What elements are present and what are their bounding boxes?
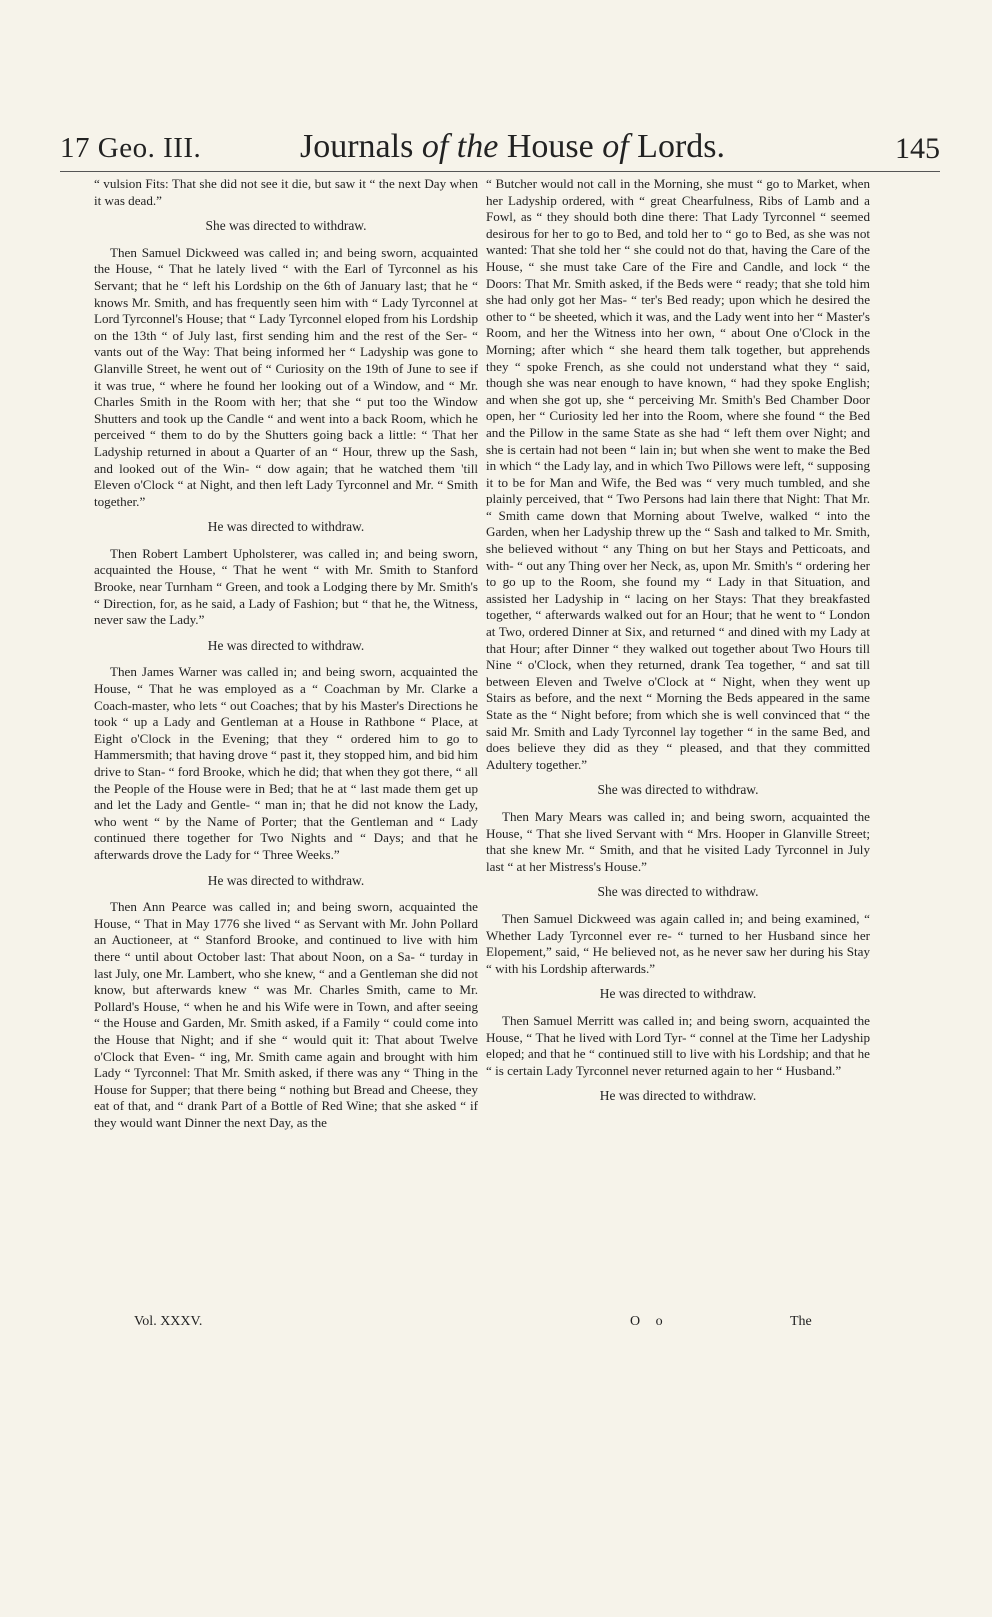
withdraw-note: She was directed to withdraw.	[597, 884, 759, 900]
title-word-of: of	[421, 128, 449, 165]
title-word-lords: Lords.	[637, 128, 725, 165]
withdraw-note: He was directed to withdraw.	[207, 637, 365, 653]
withdraw-note: He was directed to withdraw.	[599, 1088, 757, 1104]
catchword: The	[790, 1314, 812, 1329]
volume-label: Vol. XXXV.	[134, 1314, 203, 1329]
paragraph: Then Mary Mears was called in; and being sworn, acquainted the House, “ That she lived Servant with “ Mrs. Hooper in Glanville Street; that she knew Mr. “ Smith, and that he visited Lady Tyrconnel in July last “ at her Mistress's House.”	[486, 808, 870, 874]
withdraw-note: She was directed to withdraw.	[597, 782, 759, 798]
title-word-house: House	[506, 128, 594, 165]
regnal-year: 17 Geo. III.	[60, 132, 202, 164]
page-header	[60, 128, 940, 174]
page-number: 145	[895, 132, 940, 165]
title-word-of-2: of	[602, 128, 629, 165]
withdraw-note: He was directed to withdraw.	[207, 872, 365, 888]
withdraw-note: He was directed to withdraw.	[207, 519, 365, 535]
paragraph: Then Robert Lambert Upholsterer, was called in; and being sworn, acquainted the House, “ That he went “ with Mr. Smith to Stanford Brooke, near Turnham “ Green, and took a Lodging there by Mr. Smith's “ Direction, for, as he said, a Lady of Fashion; but “ that he, the Witness, never saw the Lady.”	[94, 545, 478, 628]
paragraph: “ vulsion Fits: That she did not see it die, but saw it “ the next Day when it was dead.”	[94, 176, 478, 208]
right-column	[486, 176, 870, 1115]
paragraph: Then Samuel Merritt was called in; and being sworn, acquainted the House, “ That he lived with Lord Tyr- “ connel at the Time her Ladyship eloped; and that he “ continued still to live with his Lordship; and that he “ is certain Lady Tyrconnel never returned again to her “ Husband.”	[486, 1012, 870, 1078]
title-word-the: the	[456, 128, 499, 165]
withdraw-note: He was directed to withdraw.	[599, 986, 757, 1002]
signature-mark: O o	[630, 1314, 669, 1329]
paragraph: “ Butcher would not call in the Morning, she must “ go to Market, when her Ladyship ordered, with “ great Chearfulness, Ribs of Lamb and a Fowl, as “ they should both dine there: That Lady Tyrconnel “ seemed desirous for her to go to Bed, and told her to “ go to Bed, as she was not wanted: That she told her “ she could not do that, having the Care of the House, “ she must take Care of the Fire and Candle, and lock “ the Doors: That Mr. Smith asked, if the Beds were “ ready; that she told him she had only got her Mas- “ ter's Bed ready; upon which he desired the other to “ be sheeted, which it was, and the Lady went into her “ Master's Room, and her the Witness into her own, “ about One o'Clock in the Morning; after which “ she heard them talk together, but apprehends they “ spoke French, as she could not understand what they “ said, though she was near enough to have known, “ had they spoke English; and when she got up, she “ perceiving Mr. Smith's Bed Chamber Door open, her “ Curiosity led her into the Room, where she found “ the Bed and the Pillow in the same State as she had “ left them over Night; and she is certain had not been “ lain in; but when she went to make the Bed in which “ the Lady lay, and in which Two Pillows were left, “ supposing it to be for Man and Wife, the Bed was “ very much tumbled, and she plainly perceived, that “ Two Persons had lain there that Night: That Mr. “ Smith came down that Morning about Twelve, walked “ into the Garden, when her Ladyship threw up the “ Sash and talked to Mr. Smith, she believed without “ any Thing on but her Stays and Petticoats, and with- “ out any Thing over her Neck, as, upon Mr. Smith's “ ordering her to go up to the Room, she found my “ Lady in that Situation, and assisted her Ladyship in “ lacing on her Stays: That they breakfasted together, “ afterwards walked out for an Hour; that he went to “ London at Two, ordered Dinner at Six, and returned “ and dined with my Lady at that Hour; after Dinner “ they walked out together about Two Hours till Nine “ o'Clock, when they returned, drank Tea together, “ and sat till between Eleven and Twelve o'Clock at “ Night, when they went up Stairs as before, and the next “ Morning the Beds appeared in the same State as the “ Night before; from which she is well convinced that “ the said Mr. Smith and Lady Tyrconnel lay together “ in the same Bed, and does believe they did as they “ pleased, and that they committed Adultery together.”	[486, 176, 870, 772]
title-word-journals: Journals	[300, 128, 414, 165]
paragraph: Then Samuel Dickweed was again called in; and being examined, “ Whether Lady Tyrconnel ever re- “ turned to her Husband since her Elopement,” said, “ He believed not, as he never saw her during his Stay “ with his Lordship afterwards.”	[486, 910, 870, 976]
paragraph: Then Samuel Dickweed was called in; and being sworn, acquainted the House, “ That he lately lived “ with the Earl of Tyrconnel as his Servant; that he “ left his Lordship on the 6th of January last; that he “ knows Mr. Smith, and has frequently seen him with “ Lady Tyrconnel at Lord Tyrconnel's House; that “ Lady Tyrconnel eloped from his Lordship on the 13th “ of July last, first sending him and the rest of the Ser- “ vants out of the Way: That being informed her “ Ladyship was gone to Glanville Street, he went out of “ Curiosity on the 19th of June to see if it was true, “ where he found her looking out of a Window, and “ Mr. Charles Smith in the Room with her; that she “ put too the Window Shutters and took up the Candle “ and went into a back Room, which he perceived “ them to do by the Shutters going back a little: “ That her Ladyship returned in about a Quarter of an “ Hour, threw up the Sash, and looked out of the Win- “ dow again; that he watched them 'till Eleven o'Clock “ at Night, and then left Lady Tyrconnel and Mr. “ Smith together.”	[94, 244, 478, 509]
header-rule	[60, 171, 940, 172]
withdraw-note: She was directed to withdraw.	[205, 218, 367, 234]
paragraph: Then Ann Pearce was called in; and being sworn, acquainted the House, “ That in May 1776 she lived “ as Servant with Mr. John Pollard an Auctioneer, at “ Stanford Brooke, and continued to live with him there “ until about October last: That about Noon, on a Sa- “ turday in last July, one Mr. Lambert, who she knew, “ and a Gentleman she did not know, but afterwards knew “ was Mr. Charles Smith, came to Mr. Pollard's House, “ when he and his Wife were in Town, and after seeing “ the House and Garden, Mr. Smith asked, if a Family “ could come into the House that Night; and if she “ would quit it: That about Twelve o'Clock that Even- “ ing, Mr. Smith came again and brought with him Lady “ Tyrconnel: That Mr. Smith asked, if there was any “ Thing in the House for Supper; that there being “ nothing but Bread and Cheese, they eat of that, and “ drank Part of a Bottle of Red Wine; that she asked “ if they would want Dinner the next Day, as the	[94, 899, 478, 1130]
paragraph: Then James Warner was called in; and being sworn, acquainted the House, “ That he was employed as a “ Coachman by Mr. Clarke a Coach-master, who lets “ out Coaches; that by his Master's Directions he took “ up a Lady and Gentleman at a House in Rathbone “ Place, at Eight o'Clock in the Evening; that they “ ordered him to go to Hammersmith; that having drove “ past it, they stopped him, and bid him drive to Stan- “ ford Brooke, which he did; that when they got there, “ all the People of the House were in Bed; that he at “ last made them get up and let the Lady and Gentle- “ man in; that he did not know the Lady, who went “ by the Name of Porter; that the Gentleman and “ Lady continued there together for Two Nights and “ Days; and that he afterwards drove the Lady for “ Three Weeks.”	[94, 664, 478, 862]
running-title	[300, 128, 725, 166]
left-column	[94, 176, 478, 1131]
